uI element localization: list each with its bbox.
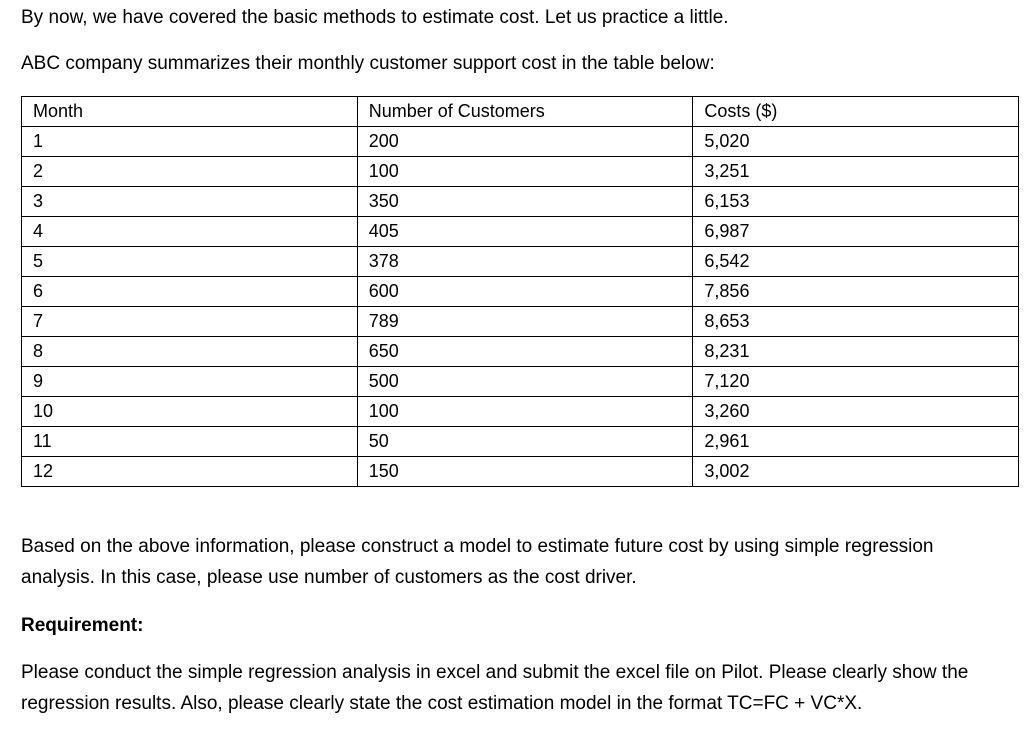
cell-costs: 3,251 (693, 157, 1019, 187)
intro-sentence: By now, we have covered the basic methods to estimate cost. Let us practice a little. (21, 7, 729, 28)
table-row (22, 397, 1019, 427)
cell-customers: 500 (357, 367, 693, 397)
table-row (22, 457, 1019, 487)
cell-costs: 3,002 (693, 457, 1019, 487)
cell-costs: 6,153 (693, 187, 1019, 217)
cell-month: 11 (22, 427, 358, 457)
table-intro-sentence: ABC company summarizes their monthly customer support cost in the table below: (21, 53, 715, 74)
cell-costs: 7,120 (693, 367, 1019, 397)
cell-month: 2 (22, 157, 358, 187)
cell-costs: 2,961 (693, 427, 1019, 457)
table-row (22, 247, 1019, 277)
column-header-month: Month (22, 97, 358, 127)
cell-customers: 789 (357, 307, 693, 337)
cell-month: 1 (22, 127, 358, 157)
table-row (22, 127, 1019, 157)
cell-costs: 6,542 (693, 247, 1019, 277)
cell-customers: 350 (357, 187, 693, 217)
cell-customers: 405 (357, 217, 693, 247)
column-header-costs: Costs ($) (693, 97, 1019, 127)
cell-month: 8 (22, 337, 358, 367)
cell-costs: 8,231 (693, 337, 1019, 367)
table-row (22, 367, 1019, 397)
cell-costs: 6,987 (693, 217, 1019, 247)
table-header-row (22, 97, 1019, 127)
cell-costs: 8,653 (693, 307, 1019, 337)
cell-customers: 378 (357, 247, 693, 277)
cell-month: 3 (22, 187, 358, 217)
table-row (22, 277, 1019, 307)
cell-month: 9 (22, 367, 358, 397)
table-row (22, 337, 1019, 367)
column-header-customers: Number of Customers (357, 97, 693, 127)
table-row (22, 217, 1019, 247)
regression-question: Based on the above information, please construct a model to estimate future cost by using simple regression analysis. In this case, please use number of customers as the cost driver. (21, 536, 939, 588)
cell-customers: 100 (357, 397, 693, 427)
requirement-body: Please conduct the simple regression analysis in excel and submit the excel file on Pilot. Please clearly show the regression results. Also, please clearly state the cost estimation model in the format TC=FC + VC*X. (21, 662, 974, 714)
cell-customers: 600 (357, 277, 693, 307)
table-row (22, 157, 1019, 187)
cell-costs: 7,856 (693, 277, 1019, 307)
cell-customers: 50 (357, 427, 693, 457)
requirement-heading: Requirement: (21, 615, 144, 636)
cell-month: 7 (22, 307, 358, 337)
cost-data-table (21, 96, 1019, 487)
cell-month: 12 (22, 457, 358, 487)
table-row (22, 187, 1019, 217)
cell-customers: 200 (357, 127, 693, 157)
cell-costs: 5,020 (693, 127, 1019, 157)
cell-month: 5 (22, 247, 358, 277)
table-row (22, 307, 1019, 337)
cell-costs: 3,260 (693, 397, 1019, 427)
cell-customers: 100 (357, 157, 693, 187)
cell-month: 10 (22, 397, 358, 427)
cell-month: 6 (22, 277, 358, 307)
cell-customers: 150 (357, 457, 693, 487)
cell-customers: 650 (357, 337, 693, 367)
cell-month: 4 (22, 217, 358, 247)
table-row (22, 427, 1019, 457)
